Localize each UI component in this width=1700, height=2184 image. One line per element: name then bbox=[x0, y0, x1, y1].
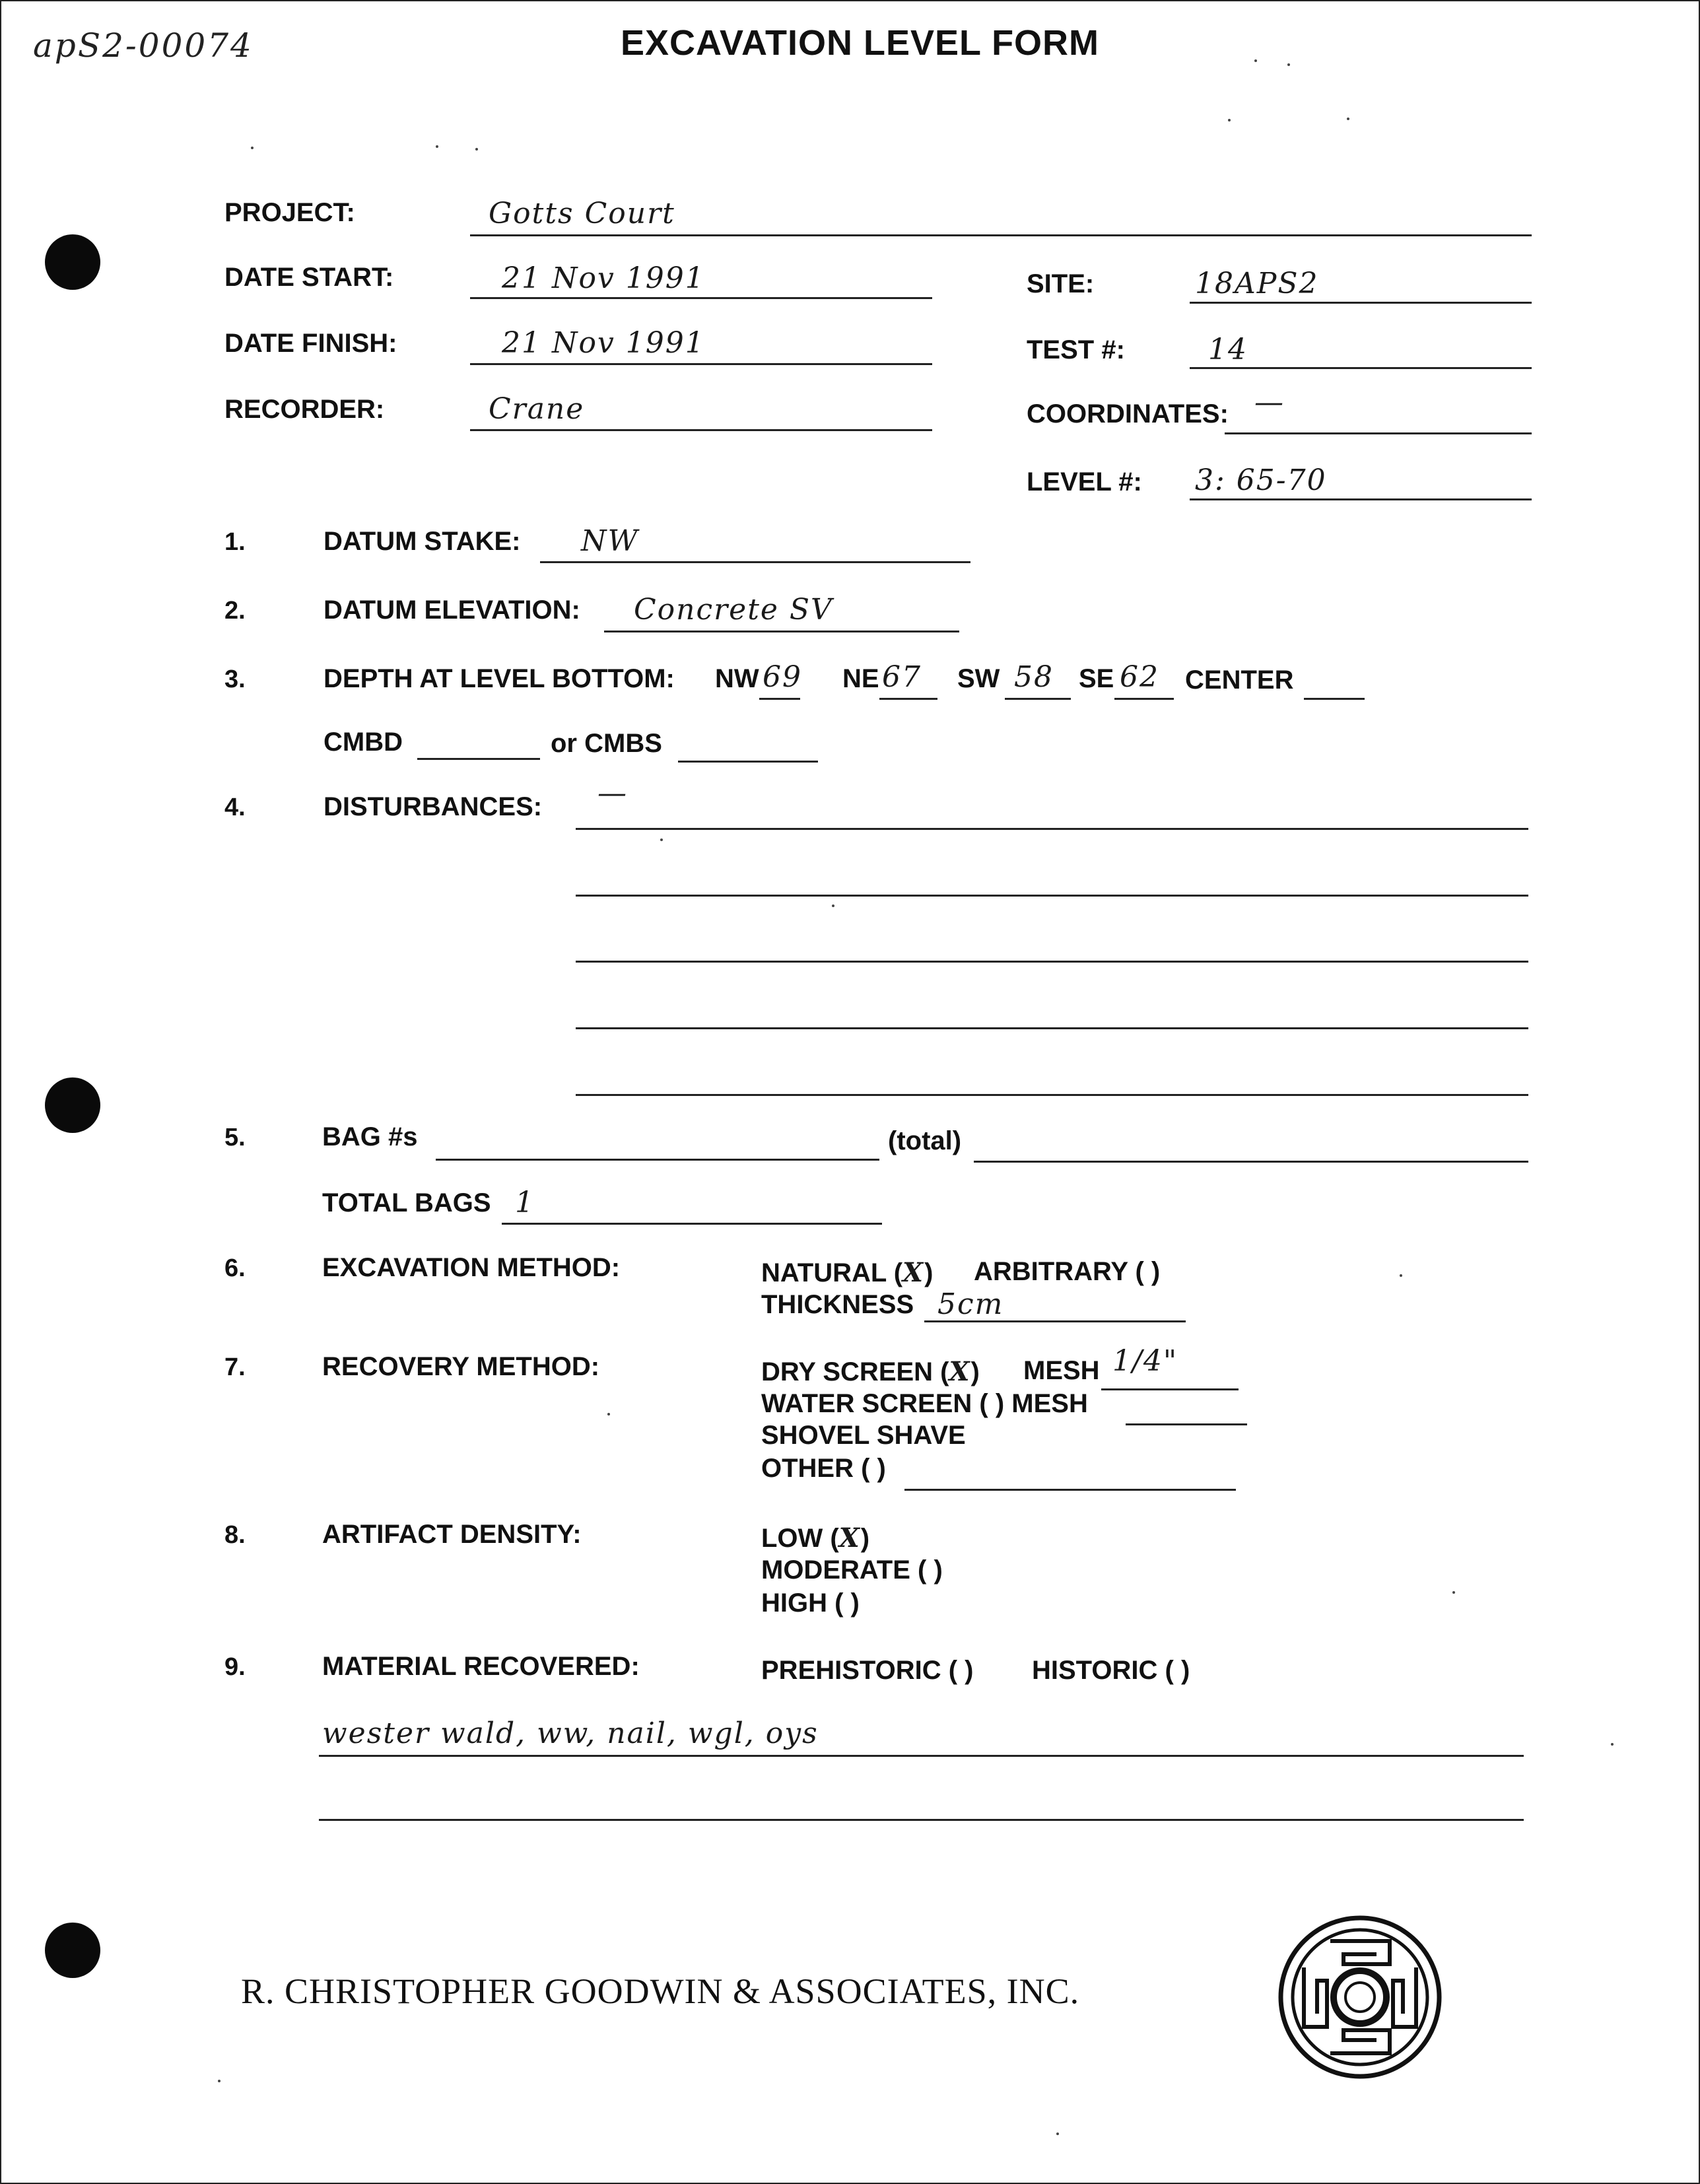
disturbances-line-4 bbox=[576, 1027, 1528, 1029]
low-density-option-close: ) bbox=[860, 1524, 870, 1553]
other-line bbox=[904, 1489, 1236, 1491]
level-value[interactable]: 3: 65-70 bbox=[1195, 463, 1327, 497]
depth-ne-value[interactable]: 67 bbox=[882, 660, 922, 694]
date-start-line bbox=[470, 297, 932, 299]
recorder-line bbox=[470, 429, 932, 431]
mesh-1-line bbox=[1101, 1388, 1239, 1390]
depth-ne-label: NE bbox=[842, 664, 879, 693]
natural-option-text: NATURAL ( bbox=[761, 1258, 903, 1287]
thickness-value[interactable]: 5cm bbox=[937, 1287, 1004, 1321]
depth-se-value[interactable]: 62 bbox=[1120, 660, 1159, 694]
scan-speck bbox=[607, 1413, 610, 1416]
shovel-shave-option[interactable]: SHOVEL SHAVE bbox=[761, 1421, 966, 1450]
cmbd-line bbox=[417, 758, 540, 760]
cmbd-label: CMBD bbox=[323, 728, 403, 757]
depth-nw-line bbox=[759, 698, 800, 700]
level-line bbox=[1190, 498, 1532, 500]
depth-se-label: SE bbox=[1079, 664, 1114, 693]
scan-speck bbox=[1287, 63, 1290, 66]
item-5-number: 5. bbox=[224, 1124, 246, 1151]
high-density-option[interactable]: HIGH ( ) bbox=[761, 1588, 860, 1618]
scan-speck bbox=[475, 148, 478, 151]
site-value[interactable]: 18APS2 bbox=[1195, 267, 1319, 300]
binder-hole-middle bbox=[45, 1077, 100, 1133]
date-finish-value[interactable]: 21 Nov 1991 bbox=[502, 326, 705, 360]
dry-screen-option-text: DRY SCREEN ( bbox=[761, 1357, 949, 1386]
bag-total-label: (total) bbox=[888, 1126, 962, 1155]
low-density-option-text: LOW ( bbox=[761, 1524, 839, 1553]
scan-speck bbox=[1611, 1743, 1614, 1746]
date-finish-label: DATE FINISH: bbox=[224, 329, 397, 358]
item-4-number: 4. bbox=[224, 794, 246, 821]
low-density-check-mark: X bbox=[838, 1522, 861, 1553]
scan-speck bbox=[832, 904, 834, 907]
scan-speck bbox=[1056, 2133, 1059, 2135]
datum-elevation-value[interactable]: Concrete SV bbox=[634, 593, 833, 627]
depth-label: DEPTH AT LEVEL BOTTOM: bbox=[323, 664, 675, 693]
scan-speck bbox=[1254, 59, 1257, 62]
depth-nw-value[interactable]: 69 bbox=[763, 660, 802, 694]
datum-stake-value[interactable]: NW bbox=[581, 524, 639, 558]
other-option[interactable]: OTHER ( ) bbox=[761, 1454, 886, 1483]
bag-numbers-label: BAG #s bbox=[322, 1122, 418, 1151]
material-notes[interactable]: wester wald, ww, nail, wgl, oys bbox=[322, 1717, 819, 1750]
dry-screen-option[interactable] bbox=[761, 1356, 980, 1387]
arbitrary-option[interactable]: ARBITRARY ( ) bbox=[974, 1257, 1161, 1286]
scan-speck bbox=[218, 2080, 221, 2082]
artifact-density-label: ARTIFACT DENSITY: bbox=[322, 1520, 582, 1549]
bag-total-line bbox=[974, 1161, 1528, 1163]
total-bags-line bbox=[502, 1223, 882, 1225]
disturbances-line-1 bbox=[576, 828, 1528, 830]
disturbances-label: DISTURBANCES: bbox=[323, 792, 543, 821]
disturbances-line-5 bbox=[576, 1094, 1528, 1096]
natural-check-mark: X bbox=[902, 1257, 925, 1288]
thickness-label: THICKNESS bbox=[761, 1290, 914, 1319]
scan-speck bbox=[1400, 1274, 1402, 1277]
date-start-value[interactable]: 21 Nov 1991 bbox=[502, 261, 705, 295]
natural-option[interactable] bbox=[761, 1257, 933, 1288]
mesh-1-label: MESH bbox=[1023, 1356, 1100, 1385]
depth-sw-value[interactable]: 58 bbox=[1014, 660, 1054, 694]
site-line bbox=[1190, 302, 1532, 304]
depth-center-line bbox=[1304, 698, 1365, 700]
dry-screen-option-close: ) bbox=[970, 1357, 980, 1386]
low-density-option[interactable] bbox=[761, 1522, 869, 1553]
item-9-number: 9. bbox=[224, 1653, 246, 1681]
form-title: EXCAVATION LEVEL FORM bbox=[621, 23, 1100, 63]
disturbances-line-3 bbox=[576, 961, 1528, 963]
date-finish-line bbox=[470, 363, 932, 365]
scan-speck bbox=[1228, 119, 1231, 121]
historic-option[interactable]: HISTORIC ( ) bbox=[1032, 1656, 1190, 1685]
item-7-number: 7. bbox=[224, 1353, 246, 1381]
depth-sw-label: SW bbox=[957, 664, 1000, 693]
mesh-2-line bbox=[1126, 1423, 1247, 1425]
item-6-number: 6. bbox=[224, 1254, 246, 1282]
scan-speck bbox=[436, 145, 438, 148]
datum-stake-line bbox=[540, 561, 970, 563]
coordinates-line bbox=[1225, 432, 1532, 434]
scan-speck bbox=[660, 838, 663, 841]
binder-hole-top bbox=[45, 234, 100, 290]
mesh-1-value[interactable]: 1/4" bbox=[1112, 1344, 1178, 1378]
datum-stake-label: DATUM STAKE: bbox=[323, 527, 521, 556]
recorder-value[interactable]: Crane bbox=[489, 392, 585, 426]
item-8-number: 8. bbox=[224, 1521, 246, 1549]
test-label: TEST #: bbox=[1027, 335, 1125, 364]
project-label: PROJECT: bbox=[224, 198, 355, 227]
recorder-label: RECORDER: bbox=[224, 395, 385, 424]
site-label: SITE: bbox=[1027, 269, 1095, 298]
excavation-method-label: EXCAVATION METHOD: bbox=[322, 1253, 621, 1282]
scan-speck bbox=[1347, 118, 1349, 120]
coordinates-value[interactable]: — bbox=[1254, 386, 1285, 419]
disturbances-value[interactable]: — bbox=[597, 776, 628, 810]
water-screen-option[interactable]: WATER SCREEN ( ) MESH bbox=[761, 1389, 1088, 1418]
item-2-number: 2. bbox=[224, 597, 246, 625]
coordinates-label: COORDINATES: bbox=[1027, 399, 1229, 428]
cmbs-label: or CMBS bbox=[551, 729, 662, 758]
prehistoric-option[interactable]: PREHISTORIC ( ) bbox=[761, 1656, 974, 1685]
level-label: LEVEL #: bbox=[1027, 467, 1142, 496]
test-value[interactable]: 14 bbox=[1208, 333, 1248, 366]
project-value[interactable]: Gotts Court bbox=[489, 197, 675, 230]
test-line bbox=[1190, 367, 1532, 369]
dry-screen-check-mark: X bbox=[949, 1356, 971, 1387]
depth-center-label: CENTER bbox=[1185, 665, 1294, 695]
scan-speck bbox=[251, 147, 254, 149]
total-bags-label: TOTAL BAGS bbox=[322, 1188, 491, 1217]
recovery-method-label: RECOVERY METHOD: bbox=[322, 1352, 600, 1381]
depth-nw-label: NW bbox=[715, 664, 759, 693]
item-1-number: 1. bbox=[224, 528, 246, 556]
thickness-line bbox=[924, 1320, 1186, 1322]
total-bags-value[interactable]: 1 bbox=[515, 1186, 535, 1219]
bag-numbers-line bbox=[436, 1159, 879, 1161]
depth-se-line bbox=[1114, 698, 1174, 700]
company-name: R. CHRISTOPHER GOODWIN & ASSOCIATES, INC. bbox=[241, 1971, 1080, 2011]
date-start-label: DATE START: bbox=[224, 263, 394, 292]
disturbances-line-2 bbox=[576, 895, 1528, 897]
cmbs-line bbox=[678, 761, 818, 763]
item-3-number: 3. bbox=[224, 665, 246, 693]
natural-option-close: ) bbox=[924, 1258, 934, 1287]
material-notes-line-2 bbox=[319, 1819, 1524, 1821]
datum-elevation-label: DATUM ELEVATION: bbox=[323, 596, 580, 625]
material-notes-line-1 bbox=[319, 1755, 1524, 1757]
moderate-density-option[interactable]: MODERATE ( ) bbox=[761, 1555, 943, 1585]
project-line bbox=[470, 234, 1532, 236]
depth-ne-line bbox=[879, 698, 937, 700]
datum-elevation-line bbox=[604, 631, 959, 632]
depth-sw-line bbox=[1005, 698, 1071, 700]
scan-speck bbox=[1452, 1591, 1455, 1594]
meander-seal-logo bbox=[1277, 1915, 1443, 2080]
binder-hole-bottom bbox=[45, 1923, 100, 1978]
document-number: apS2-00074 bbox=[33, 26, 254, 65]
material-recovered-label: MATERIAL RECOVERED: bbox=[322, 1652, 640, 1681]
